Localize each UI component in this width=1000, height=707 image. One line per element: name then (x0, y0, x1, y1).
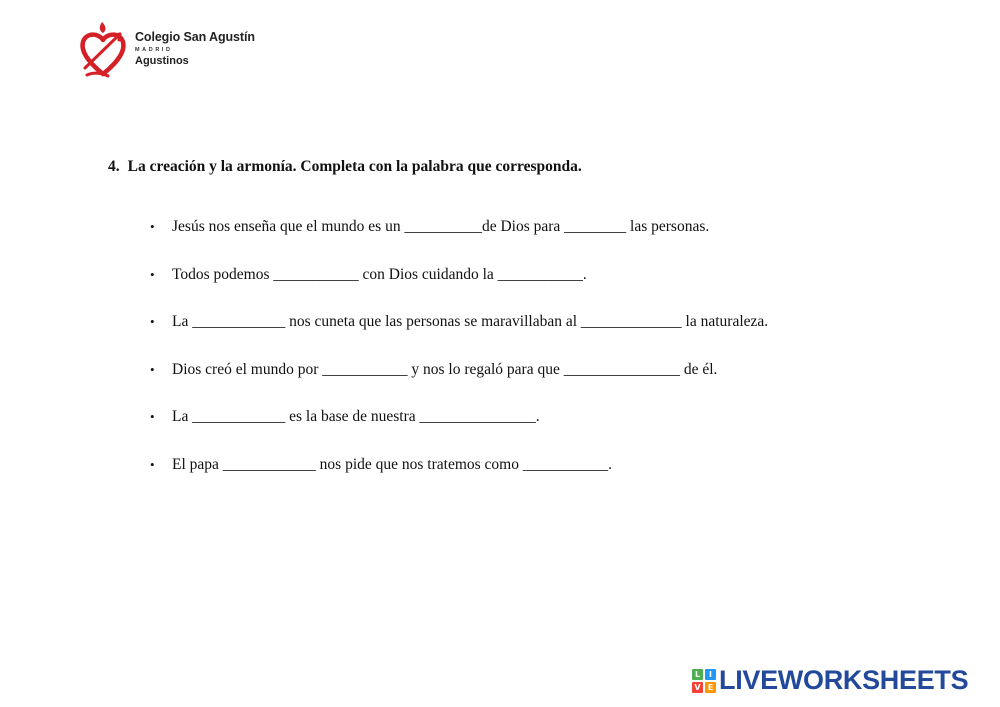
bullet-icon: • (150, 361, 155, 377)
exercise-item (150, 311, 768, 359)
bullet-icon: • (150, 314, 155, 330)
exercise-text: El papa ____________ nos pide que nos tratemos como ___________. (172, 455, 612, 473)
bullet-icon: • (150, 266, 155, 282)
liveworksheets-logo[interactable] (692, 667, 968, 694)
exercise-item (150, 406, 768, 454)
tile-v: V (692, 682, 703, 693)
exercise-item (150, 216, 768, 264)
question-title: La creación y la armonía. Completa con la palabra que corresponda. (127, 158, 582, 175)
liveworksheets-wordmark: LIVEWORKSHEETS (719, 665, 969, 695)
tile-l: L (692, 669, 703, 680)
heart-flame-logo-icon (78, 20, 128, 78)
exercise-list (150, 216, 768, 502)
school-subtitle: Agustinos (135, 55, 189, 67)
exercise-text: Jesús nos enseña que el mundo es un __________de Dios para ________ las personas. (172, 218, 710, 235)
school-name: Colegio San Agustín (135, 30, 255, 44)
exercise-text: Dios creó el mundo por ___________ y nos lo regaló para que _______________ de él. (172, 360, 718, 378)
question-number: 4. (108, 158, 120, 175)
tile-e: E (705, 682, 716, 693)
school-city: MADRID (135, 46, 173, 53)
liveworksheets-tiles-icon (692, 669, 716, 693)
exercise-text: La ____________ es la base de nuestra _______________. (172, 408, 540, 426)
tile-i: I (705, 669, 716, 680)
bullet-icon: • (150, 219, 155, 234)
bullet-icon: • (150, 409, 155, 425)
exercise-text: La ____________ nos cuneta que las personas se maravillaban al _____________ la naturaleza. (172, 313, 769, 331)
exercise-item (150, 264, 768, 312)
exercise-text: Todos podemos ___________ con Dios cuidando la ___________. (172, 265, 587, 283)
logo-text (135, 31, 255, 67)
exercise-item (150, 454, 768, 502)
question-heading (108, 158, 582, 176)
bullet-icon: • (150, 456, 155, 472)
school-logo (78, 20, 255, 78)
exercise-item (150, 359, 768, 407)
